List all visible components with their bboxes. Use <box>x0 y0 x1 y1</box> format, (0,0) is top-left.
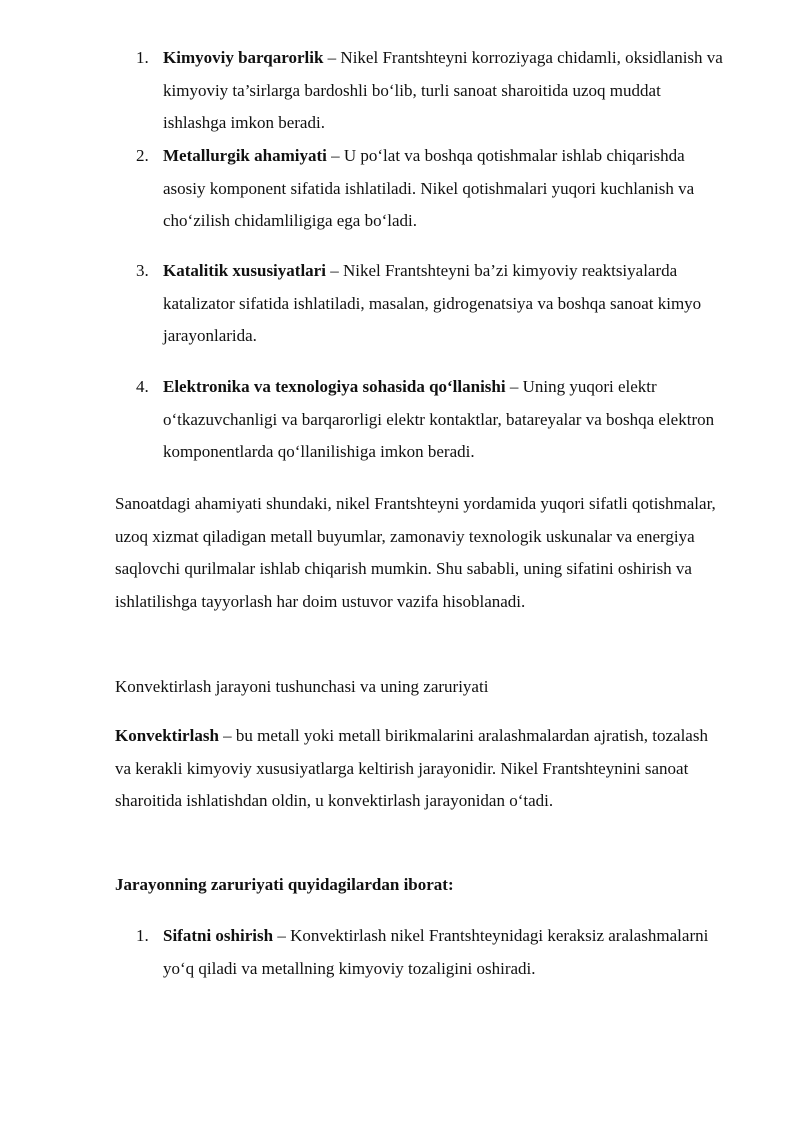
paragraph-industry: Sanoatdagi ahamiyati shundaki, nikel Frantshteyni yordamida yuqori sifatli qotishmalar, uzoq xizmat qiladigan metall buyumlar, zamonaviy texnologik uskunalar va energiya saqlovchi qurilmalar ishlab chiqarish mumkin. Shu sababli, uning sifatini oshirish va ishlatilishga tayyorlash har doim ustuvor vazifa hisoblanadi. <box>115 494 716 611</box>
list-item <box>136 920 726 985</box>
list-item <box>136 371 726 469</box>
list-item-description: – Konvektirlash nikel Frantshteynidagi keraksiz aralashmalarni yo‘q qiladi va metallning kimyoviy tozaligini oshiradi. <box>163 926 709 978</box>
list-item-description: – Nikel Frantshteyni ba’zi kimyoviy reaktsiyalarda katalizator sifatida ishlatiladi, masalan, gidrogenatsiya va boshqa sanoat kimyo jarayonlarida. <box>163 261 702 345</box>
section-heading: Konvektirlash jarayoni tushunchasi va uning zaruriyati <box>115 677 489 696</box>
list-item-description: – Uning yuqori elektr o‘tkazuvchanligi va barqarorligi elektr kontaktlar, batareyalar va boshqa elektron komponentlarda qo‘llanilishiga imkon beradi. <box>163 377 715 461</box>
list-item <box>136 255 726 353</box>
subheading-text: Jarayonning zaruriyati quyidagilardan iborat: <box>115 875 454 894</box>
list-item-text <box>163 371 726 469</box>
paragraph-term: Konvektirlash <box>115 726 219 745</box>
list-item <box>136 42 726 140</box>
list-item-text <box>163 920 726 985</box>
list-item-term: Katalitik xususiyatlari <box>163 261 326 280</box>
list-item-description: – U po‘lat va boshqa qotishmalar ishlab chiqarishda asosiy komponent sifatida ishlatiladi. Nikel qotishmalari yuqori kuchlanish va cho‘zilish chidamliligiga ega bo‘ladi. <box>163 146 695 230</box>
list-item-text <box>163 255 726 353</box>
list-item-term: Metallurgik ahamiyati <box>163 146 327 165</box>
paragraph-convection <box>115 720 725 818</box>
list-number: 3. <box>136 261 149 280</box>
list-item-term: Elektronika va texnologiya sohasida qo‘llanishi <box>163 377 506 396</box>
list-item-description: – Nikel Frantshteyni korroziyaga chidamli, oksidlanish va kimyoviy ta’sirlarga bardoshli bo‘lib, turli sanoat sharoitida uzoq muddat ishlashga imkon beradi. <box>163 48 723 132</box>
subheading-necessity <box>115 869 725 902</box>
list-number: 1. <box>136 48 149 67</box>
list-number: 1. <box>136 926 149 945</box>
list-item-text <box>163 140 726 238</box>
list-number: 4. <box>136 377 149 396</box>
paragraph-text: – bu metall yoki metall birikmalarini aralashmalardan ajratish, tozalash va kerakli kimyoviy xususiyatlarga keltirish jarayonidir. Nikel Frantshteynini sanoat sharoitida ishlatishdan oldin, u konvektirlash jarayonidan o‘tadi. <box>115 726 708 810</box>
list-item-text <box>163 42 726 140</box>
list-item <box>136 140 726 238</box>
list-item-term: Sifatni oshirish <box>163 926 274 945</box>
list-item-term: Kimyoviy barqarorlik <box>163 48 324 67</box>
list-number: 2. <box>136 146 149 165</box>
